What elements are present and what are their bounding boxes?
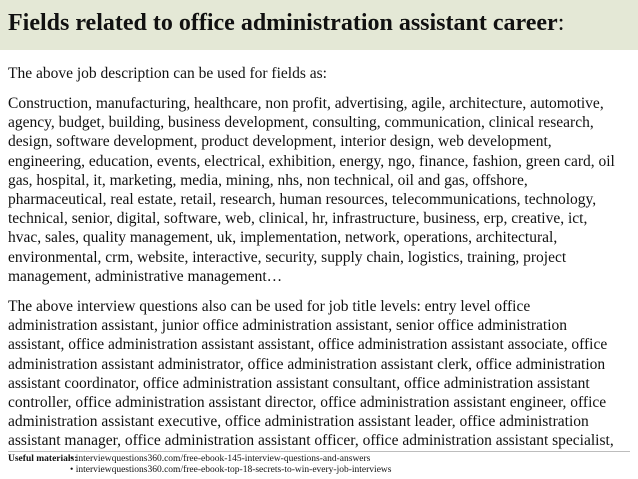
paragraph-line: Construction, manufacturing, healthcare, non profit, advertising, agile, architecture, automotive, xyxy=(8,95,604,112)
footer-link-ebook-145-questions[interactable]: • interviewquestions360.com/free-ebook-145-interview-questions-and-answers xyxy=(70,454,371,464)
paragraph-line: pharmaceutical, real estate, retail, research, human resources, telecommunications, technology, xyxy=(8,191,597,209)
paragraph-line: assistant coordinator, office administration assistant consultant, office administration assistant xyxy=(8,374,590,392)
paragraph-line: hvac, sales, quality management, uk, implementation, network, operations, architectural, xyxy=(8,229,558,247)
levels-paragraph xyxy=(8,297,633,451)
page-title xyxy=(8,10,564,37)
paragraph-line: assistant, office administration assistant assistant, office administration assistant associate, office xyxy=(8,336,608,354)
paragraph-line: gas, hospital, it, marketing, media, mining, nhs, non technical, oil and gas, offshore, xyxy=(8,171,528,189)
footer xyxy=(0,451,638,479)
page-title-colon: : xyxy=(557,10,565,36)
paragraph-line: The above interview questions also can be used for job title levels: entry level office xyxy=(8,298,531,315)
intro-text: The above job description can be used for fields as: xyxy=(8,65,327,82)
footer-label: Useful materials: xyxy=(8,454,78,464)
paragraph-line: design, software development, product development, interior design, web development, xyxy=(8,133,552,151)
paragraph-line: assistant manager, office administration assistant officer, office administration assistant specialist, xyxy=(8,432,614,450)
title-band xyxy=(0,0,638,50)
fields-paragraph xyxy=(8,94,633,286)
paragraph-line: engineering, education, events, electrical, exhibition, energy, ngo, finance, fashion, green card, oil xyxy=(8,152,615,170)
paragraph-line: agency, budget, building, business development, consulting, communication, clinical research, xyxy=(8,114,594,132)
paragraph-line: technical, senior, digital, software, web, clinical, hr, infrastructure, business, erp, creative, ict, xyxy=(8,210,588,228)
paragraph-line: controller, office administration assistant director, office administration assistant engineer, office xyxy=(8,394,607,412)
footer-link-ebook-18-secrets[interactable]: • interviewquestions360.com/free-ebook-top-18-secrets-to-win-every-job-interviews xyxy=(70,465,392,475)
paragraph-line: administration assistant executive, office administration assistant leader, office administration xyxy=(8,413,589,431)
paragraph-line: administration assistant administrator, office administration assistant clerk, office administration xyxy=(8,355,606,373)
paragraph-line: environmental, crm, website, interactive, security, supply chain, logistics, training, project xyxy=(8,248,567,266)
paragraph-line: management, administrative management… xyxy=(8,267,283,285)
footer-divider xyxy=(8,451,630,452)
page-title-text: Fields related to office administration assistant career xyxy=(8,10,558,36)
paragraph-line: administration assistant, junior office administration assistant, senior office administration xyxy=(8,317,568,335)
